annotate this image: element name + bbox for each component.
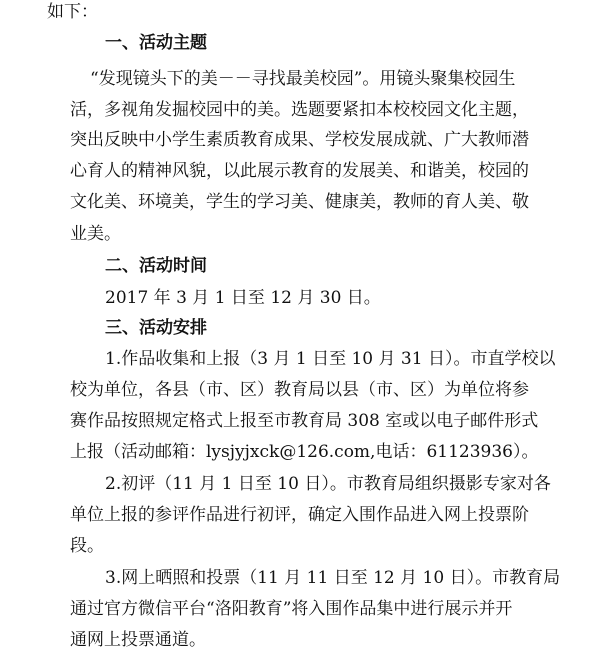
paragraph-line: 心育人的精神风貌，以此展示教育的发展美、和谐美，校园的 xyxy=(70,161,529,181)
item2-line: 单位上报的参评作品进行初评，确定入围作品进入网上投票阶 xyxy=(70,505,529,525)
date-line: 2017 年 3 月 1 日至 12 月 30 日。 xyxy=(105,288,381,308)
item3-line: 3.网上晒照和投票（11 月 11 日至 12 月 10 日）。市教育局 xyxy=(105,568,561,588)
paragraph-line: 活，多视角发掘校园中的美。选题要紧扣本校校园文化主题， xyxy=(70,100,529,120)
item1-line: 校为单位，各县（市、区）教育局以县（市、区）为单位将参 xyxy=(70,380,529,400)
paragraph-line: 业美。 xyxy=(70,224,121,244)
item3-line: 通过官方微信平台“洛阳教育”将入围作品集中进行展示并开 xyxy=(70,599,513,619)
section-heading-theme: 一、活动主题 xyxy=(105,33,207,53)
paragraph-line: “发现镜头下的美－－寻找最美校园”。用镜头聚集校园生 xyxy=(90,69,516,89)
item1-line: 上报（活动邮箱：lysjyjxck@126.com,电话：61123936）。 xyxy=(70,442,539,462)
paragraph-line: 突出反映中小学生素质教育成果、学校发展成就、广大教师潜 xyxy=(70,130,529,150)
item1-line: 赛作品按照规定格式上报至市教育局 308 室或以电子邮件形式 xyxy=(70,411,539,431)
paragraph-line: 文化美、环境美，学生的学习美、健康美，教师的育人美、敬 xyxy=(70,192,529,212)
section-heading-arrangement: 三、活动安排 xyxy=(105,318,207,338)
item2-line: 2.初评（11 月 1 日至 10 日）。市教育局组织摄影专家对各 xyxy=(105,474,551,494)
section-heading-time: 二、活动时间 xyxy=(105,256,207,276)
intro-text: 如下： xyxy=(47,2,98,22)
item2-line: 段。 xyxy=(70,536,104,556)
item3-line: 通网上投票通道。 xyxy=(70,630,206,650)
item1-line: 1.作品收集和上报（3 月 1 日至 10 月 31 日）。市直学校以 xyxy=(105,349,556,369)
